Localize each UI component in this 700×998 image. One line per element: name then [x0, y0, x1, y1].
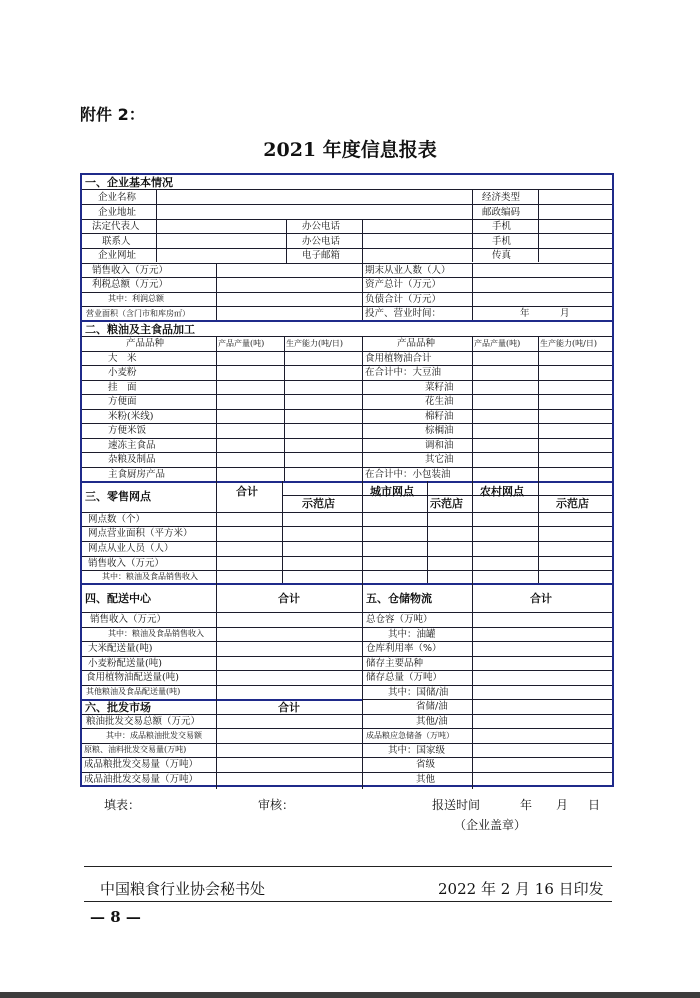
wholesale-total-header: 合计 [278, 701, 300, 714]
form-rule [538, 481, 539, 583]
label-legal-rep: 法定代表人 [92, 221, 140, 232]
form-rule [538, 336, 539, 481]
label-office-phone-2: 办公电话 [302, 236, 341, 247]
form-rule [538, 189, 539, 262]
storage-row-label: 省储/油 [416, 701, 448, 712]
form-rule [82, 248, 612, 249]
label-total-liab: 负债合计（万元） [365, 294, 442, 305]
report-form [80, 173, 614, 787]
oil-item: 棕榈油 [425, 425, 454, 436]
section-divider [82, 481, 612, 483]
form-rule [82, 189, 612, 190]
form-rule [362, 583, 363, 789]
form-rule [82, 336, 612, 337]
oil-item: 菜籽油 [425, 382, 454, 393]
form-rule [82, 277, 612, 278]
retail-row-label: 销售收入（万元） [88, 558, 165, 569]
form-rule [82, 306, 612, 307]
form-rule [216, 481, 217, 583]
wholesale-row-label: 成品粮批发交易量（万吨） [84, 759, 199, 770]
city-demo-store-header: 示范店 [430, 497, 463, 510]
submit-month: 月 [556, 798, 569, 812]
product-item: 主食厨房产品 [108, 469, 166, 480]
storage-row-label: 其中：国储/油 [388, 687, 449, 698]
form-rule [82, 292, 612, 293]
product-item: 方便面 [108, 396, 137, 407]
label-company-name: 企业名称 [98, 192, 137, 203]
section-6-title: 六、批发市场 [85, 701, 151, 714]
form-rule [156, 189, 157, 262]
storage-row-label: 其他/油 [416, 716, 448, 727]
distribution-total-header: 合计 [278, 592, 300, 605]
retail-row-label: 其中：粮油及食品销售收入 [102, 572, 198, 581]
form-rule [82, 612, 612, 613]
form-rule [82, 772, 612, 773]
wholesale-row-label: 原粮、油料批发交易量(万吨) [84, 745, 187, 754]
issuer-top-rule [84, 866, 612, 867]
product-item: 小麦粉 [108, 367, 137, 378]
wholesale-row-label: 粮油批发交易总额（万元） [86, 716, 201, 727]
label-economic-type: 经济类型 [482, 192, 521, 203]
storage-row-label: 总仓容（万吨） [366, 614, 433, 625]
section-divider [82, 583, 612, 585]
label-start-time: 投产、营业时间： [365, 308, 442, 319]
section-3-title: 三、零售网点 [85, 490, 151, 503]
form-rule [472, 481, 473, 583]
label-company-address: 企业地址 [98, 207, 137, 218]
distribution-row-label: 其中：粮油及食品销售收入 [108, 629, 204, 638]
section-2-title: 二、粮油及主食品加工 [85, 323, 195, 336]
col-product-right: 产品品种 [397, 338, 436, 349]
label-email: 电子邮箱 [302, 250, 341, 261]
storage-row-label: 储存总量（万吨） [366, 672, 443, 683]
form-rule [82, 627, 612, 628]
form-rule [82, 512, 612, 513]
col-capacity: 生产能力(吨/日) [286, 339, 343, 348]
form-rule [284, 336, 285, 481]
form-rule [82, 365, 612, 366]
form-rule [82, 656, 612, 657]
storage-row-label: 其中：油罐 [388, 629, 436, 640]
storage-row-label: 其他 [416, 774, 436, 785]
form-rule [82, 670, 612, 671]
label-of-which-profit: 其中：利润总额 [108, 294, 164, 303]
storage-total-header: 合计 [530, 592, 552, 605]
label-profit-tax: 利税总额（万元） [92, 279, 169, 290]
storage-row-label: 其中：国家级 [388, 745, 446, 756]
oil-item: 其它油 [425, 454, 454, 465]
form-rule [82, 641, 612, 642]
oil-item: 花生油 [425, 396, 454, 407]
col-output-right: 产品产量(吨) [474, 339, 521, 348]
oil-item: 棉籽油 [425, 411, 454, 422]
issue-date: 2022 年 2 月 16 日印发 [438, 880, 604, 898]
product-item: 挂 面 [108, 382, 137, 393]
section-1-title: 一、企业基本情况 [85, 176, 173, 189]
storage-row-label: 省级 [416, 759, 436, 770]
form-rule [82, 351, 612, 352]
label-area: 营业面积（含门市和库房㎡） [86, 309, 190, 318]
form-rule [82, 714, 612, 715]
oil-item: 调和油 [425, 440, 454, 451]
product-item: 米粉(米线) [108, 411, 154, 422]
col-capacity-right: 生产能力(吨/日) [540, 339, 597, 348]
distribution-row-label: 其他粮油及食品配送量(吨) [86, 687, 181, 696]
label-fax: 传真 [492, 250, 512, 261]
viewer-bottom-bar [0, 992, 700, 998]
col-product: 产品品种 [126, 338, 165, 349]
retail-total-header: 合计 [236, 485, 258, 498]
attachment-label: 附件 2： [80, 105, 145, 124]
distribution-row-label: 食用植物油配送量(吨) [86, 672, 179, 683]
form-rule [362, 263, 363, 320]
submit-year: 年 [520, 798, 533, 812]
oil-item: 食用植物油合计 [365, 353, 432, 364]
submit-day: 日 [588, 798, 601, 812]
oil-item: 在合计中：小包装油 [365, 469, 451, 480]
label-postal-code: 邮政编码 [482, 207, 521, 218]
form-rule [82, 685, 612, 686]
product-item: 方便米饭 [108, 425, 147, 436]
form-rule [82, 452, 612, 453]
label-mobile: 手机 [492, 221, 512, 232]
form-rule [362, 336, 363, 481]
storage-row-label: 成品粮应急储备（万吨） [366, 731, 454, 740]
label-month: 月 [560, 308, 570, 319]
form-rule [472, 336, 473, 481]
label-office-phone: 办公电话 [302, 221, 341, 232]
form-rule [282, 481, 283, 583]
product-item: 大 米 [108, 353, 137, 364]
label-website: 企业网址 [98, 250, 137, 261]
form-rule [362, 481, 363, 583]
form-rule [82, 394, 612, 395]
form-rule [286, 219, 287, 263]
form-rule [82, 556, 612, 557]
col-output: 产品产量(吨) [218, 339, 265, 348]
form-rule [82, 570, 612, 571]
oil-item: 在合计中：大豆油 [365, 367, 442, 378]
wholesale-row-label: 其中：成品粮油批发交易额 [106, 731, 202, 740]
form-rule [82, 380, 612, 381]
section-4-title: 四、配送中心 [85, 592, 151, 605]
form-rule [427, 481, 428, 583]
rural-outlet-header: 农村网点 [480, 485, 524, 498]
form-rule [82, 467, 612, 468]
filler-label: 填表： [104, 798, 141, 812]
rural-demo-store-header: 示范店 [556, 497, 589, 510]
label-contact: 联系人 [102, 236, 131, 247]
form-rule [82, 743, 612, 744]
form-rule [216, 263, 217, 320]
storage-row-label: 储存主要品种 [366, 658, 424, 669]
form-rule [472, 263, 473, 320]
form-rule [82, 409, 612, 410]
retail-row-label: 网点数（个） [88, 514, 146, 525]
seal-label: （企业盖章） [454, 818, 527, 832]
product-item: 速冻主食品 [108, 440, 156, 451]
form-rule [472, 583, 473, 789]
form-rule [82, 219, 612, 220]
form-rule [216, 583, 217, 789]
form-rule [282, 495, 612, 496]
form-rule [362, 699, 612, 700]
form-rule [82, 438, 612, 439]
retail-row-label: 网点从业人员（人） [88, 543, 174, 554]
form-rule [82, 728, 612, 729]
section-divider [82, 320, 612, 322]
form-rule [216, 336, 217, 481]
form-rule [362, 219, 363, 263]
distribution-row-label: 大米配送量(吨) [88, 643, 153, 654]
product-item: 杂粮及制品 [108, 454, 156, 465]
label-total-assets: 资产总计（万元） [365, 279, 442, 290]
retail-demo-store-header: 示范店 [302, 497, 335, 510]
reviewer-label: 审核： [258, 798, 295, 812]
form-rule [82, 757, 612, 758]
label-year: 年 [520, 308, 530, 319]
issuer-bottom-rule [84, 901, 612, 902]
storage-row-label: 仓库利用率（%） [366, 643, 442, 654]
page-number: — 8 — [90, 908, 141, 926]
distribution-row-label: 销售收入（万元） [90, 614, 167, 625]
form-rule [82, 541, 612, 542]
form-rule [82, 526, 612, 527]
issuer-name: 中国粮食行业协会秘书处 [100, 880, 266, 898]
submit-time-label: 报送时间 [432, 798, 481, 812]
form-rule [82, 423, 612, 424]
form-rule [472, 189, 473, 262]
label-sales: 销售收入（万元） [92, 265, 169, 276]
label-employees: 期末从业人数（人） [365, 265, 451, 276]
distribution-row-label: 小麦粉配送量(吨) [88, 658, 162, 669]
section-5-title: 五、仓储物流 [366, 592, 432, 605]
wholesale-row-label: 成品油批发交易量（万吨） [84, 774, 199, 785]
form-rule [82, 263, 612, 264]
report-title: 2021 年度信息报表 [263, 139, 437, 161]
form-rule [82, 233, 612, 234]
label-mobile-2: 手机 [492, 236, 512, 247]
city-outlet-header: 城市网点 [370, 485, 414, 498]
retail-row-label: 网点营业面积（平方米） [88, 528, 193, 539]
form-rule [82, 204, 612, 205]
